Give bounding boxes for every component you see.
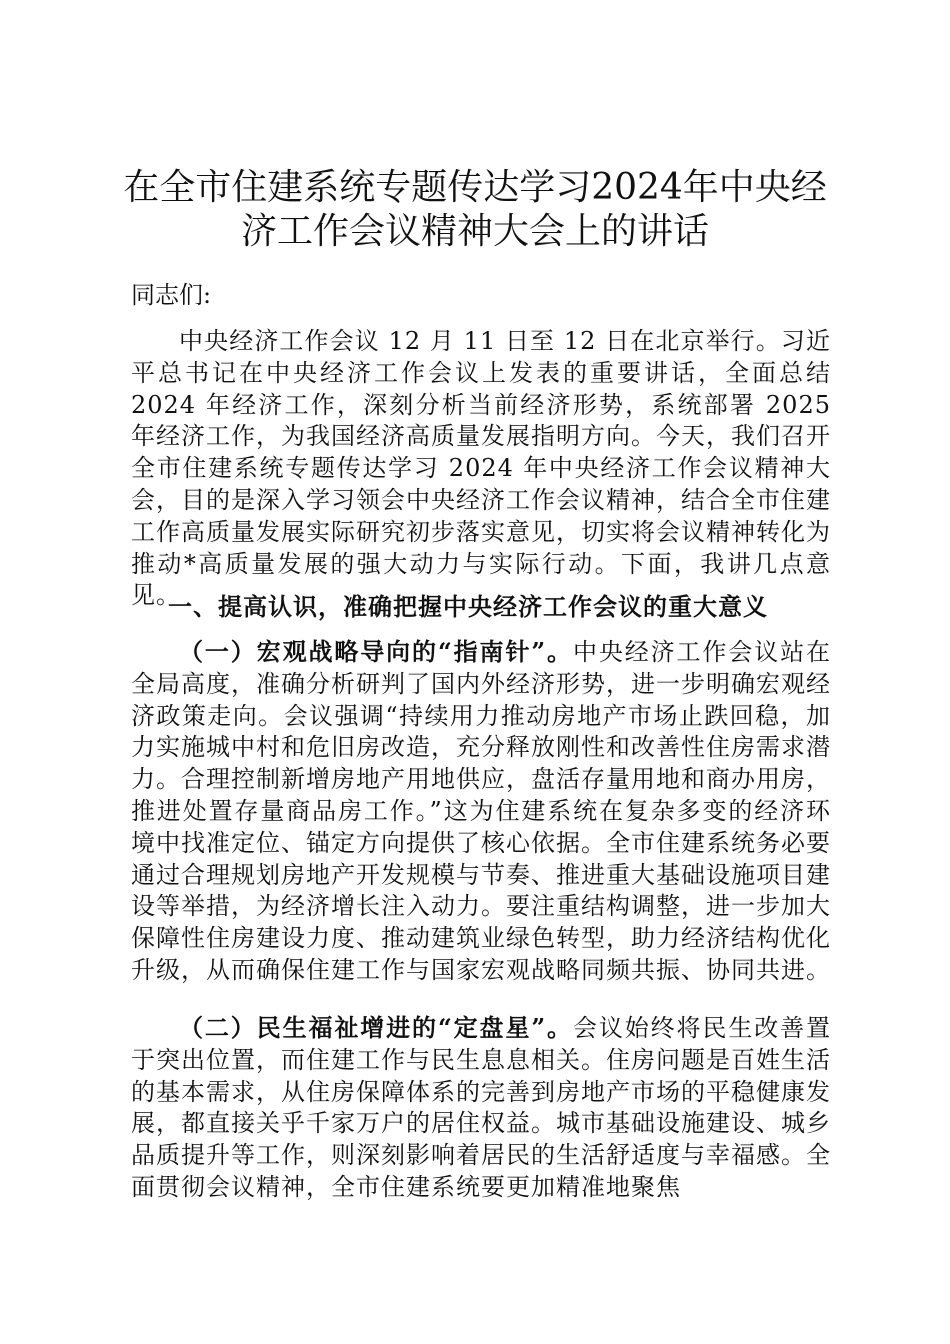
subsection-1-lead: （一）宏观战略导向的“指南针”。: [179, 637, 573, 666]
title-line-1: 在全市住建系统专题传达学习2024年中央经: [123, 167, 827, 208]
title-line-2: 济工作会议精神大会上的讲话: [240, 211, 709, 252]
subsection-1-body: 中央经济工作会议站在全局高度，准确分析研判了国内外经济形势，进一步明确宏观经济政策走向。会议强调“持续用力推动房地产市场止跌回稳，加力实施城中村和危旧房改造，充分释放刚性和改善性住房需求潜力。合理控制新增房地产用地供应，盘活存量用地和商办用房，推进处置存量商品房工作。”这为住建系统在复杂多变的经济环境中找准定位、锚定方向提供了核心依据。全市住建系统务必要通过合理规划房地产开发规模与节奏、推进重大基础设施项目建设等举措，为经济增长注入动力。要注重结构调整，进一步加大保障性住房建设力度、推动建筑业绿色转型，助力经济结构优化升级，从而确保住建工作与国家宏观战略同频共振、协同共进。: [131, 638, 832, 984]
document-title: [100, 166, 850, 254]
section-heading-1: 一、提高认识，准确把握中央经济工作会议的重大意义: [168, 592, 768, 621]
subsection-2-lead: （二）民生福祉增进的“定盘星”。: [179, 1013, 573, 1042]
salutation: 同志们:: [131, 281, 212, 309]
intro-paragraph: 中央经济工作会议 12 月 11 日至 12 日在北京举行。习近平总书记在中央经济工作会议上发表的重要讲话，全面总结 2024 年经济工作，深刻分析当前经济形势，系统部署 2025 年经济工作，为我国经济高质量发展指明方向。今天，我们召开全市住建系统专题传达学习 2024 年中央经济工作会议精神大会，目的是深入学习领会中央经济工作会议精神，结合全市住建工作高质量发展实际研究初步落实意见，切实将会议精神转化为推动*高质量发展的强大动力与实际行动。下面，我讲几点意见。: [131, 327, 831, 610]
subsection-2-body: 会议始终将民生改善置于突出位置，而住建工作与民生息息相关。住房问题是百姓生活的基本需求，从住房保障体系的完善到房地产市场的平稳健康发展，都直接关乎千家万户的居住权益。城市基础设施建设、城乡品质提升等工作，则深刻影响着居民的生活舒适度与幸福感。全面贯彻会议精神，全市住建系统要更加精准地聚焦: [131, 1014, 832, 1201]
subsection-2-paragraph: [131, 1012, 831, 1204]
subsection-1-paragraph: [131, 636, 831, 987]
